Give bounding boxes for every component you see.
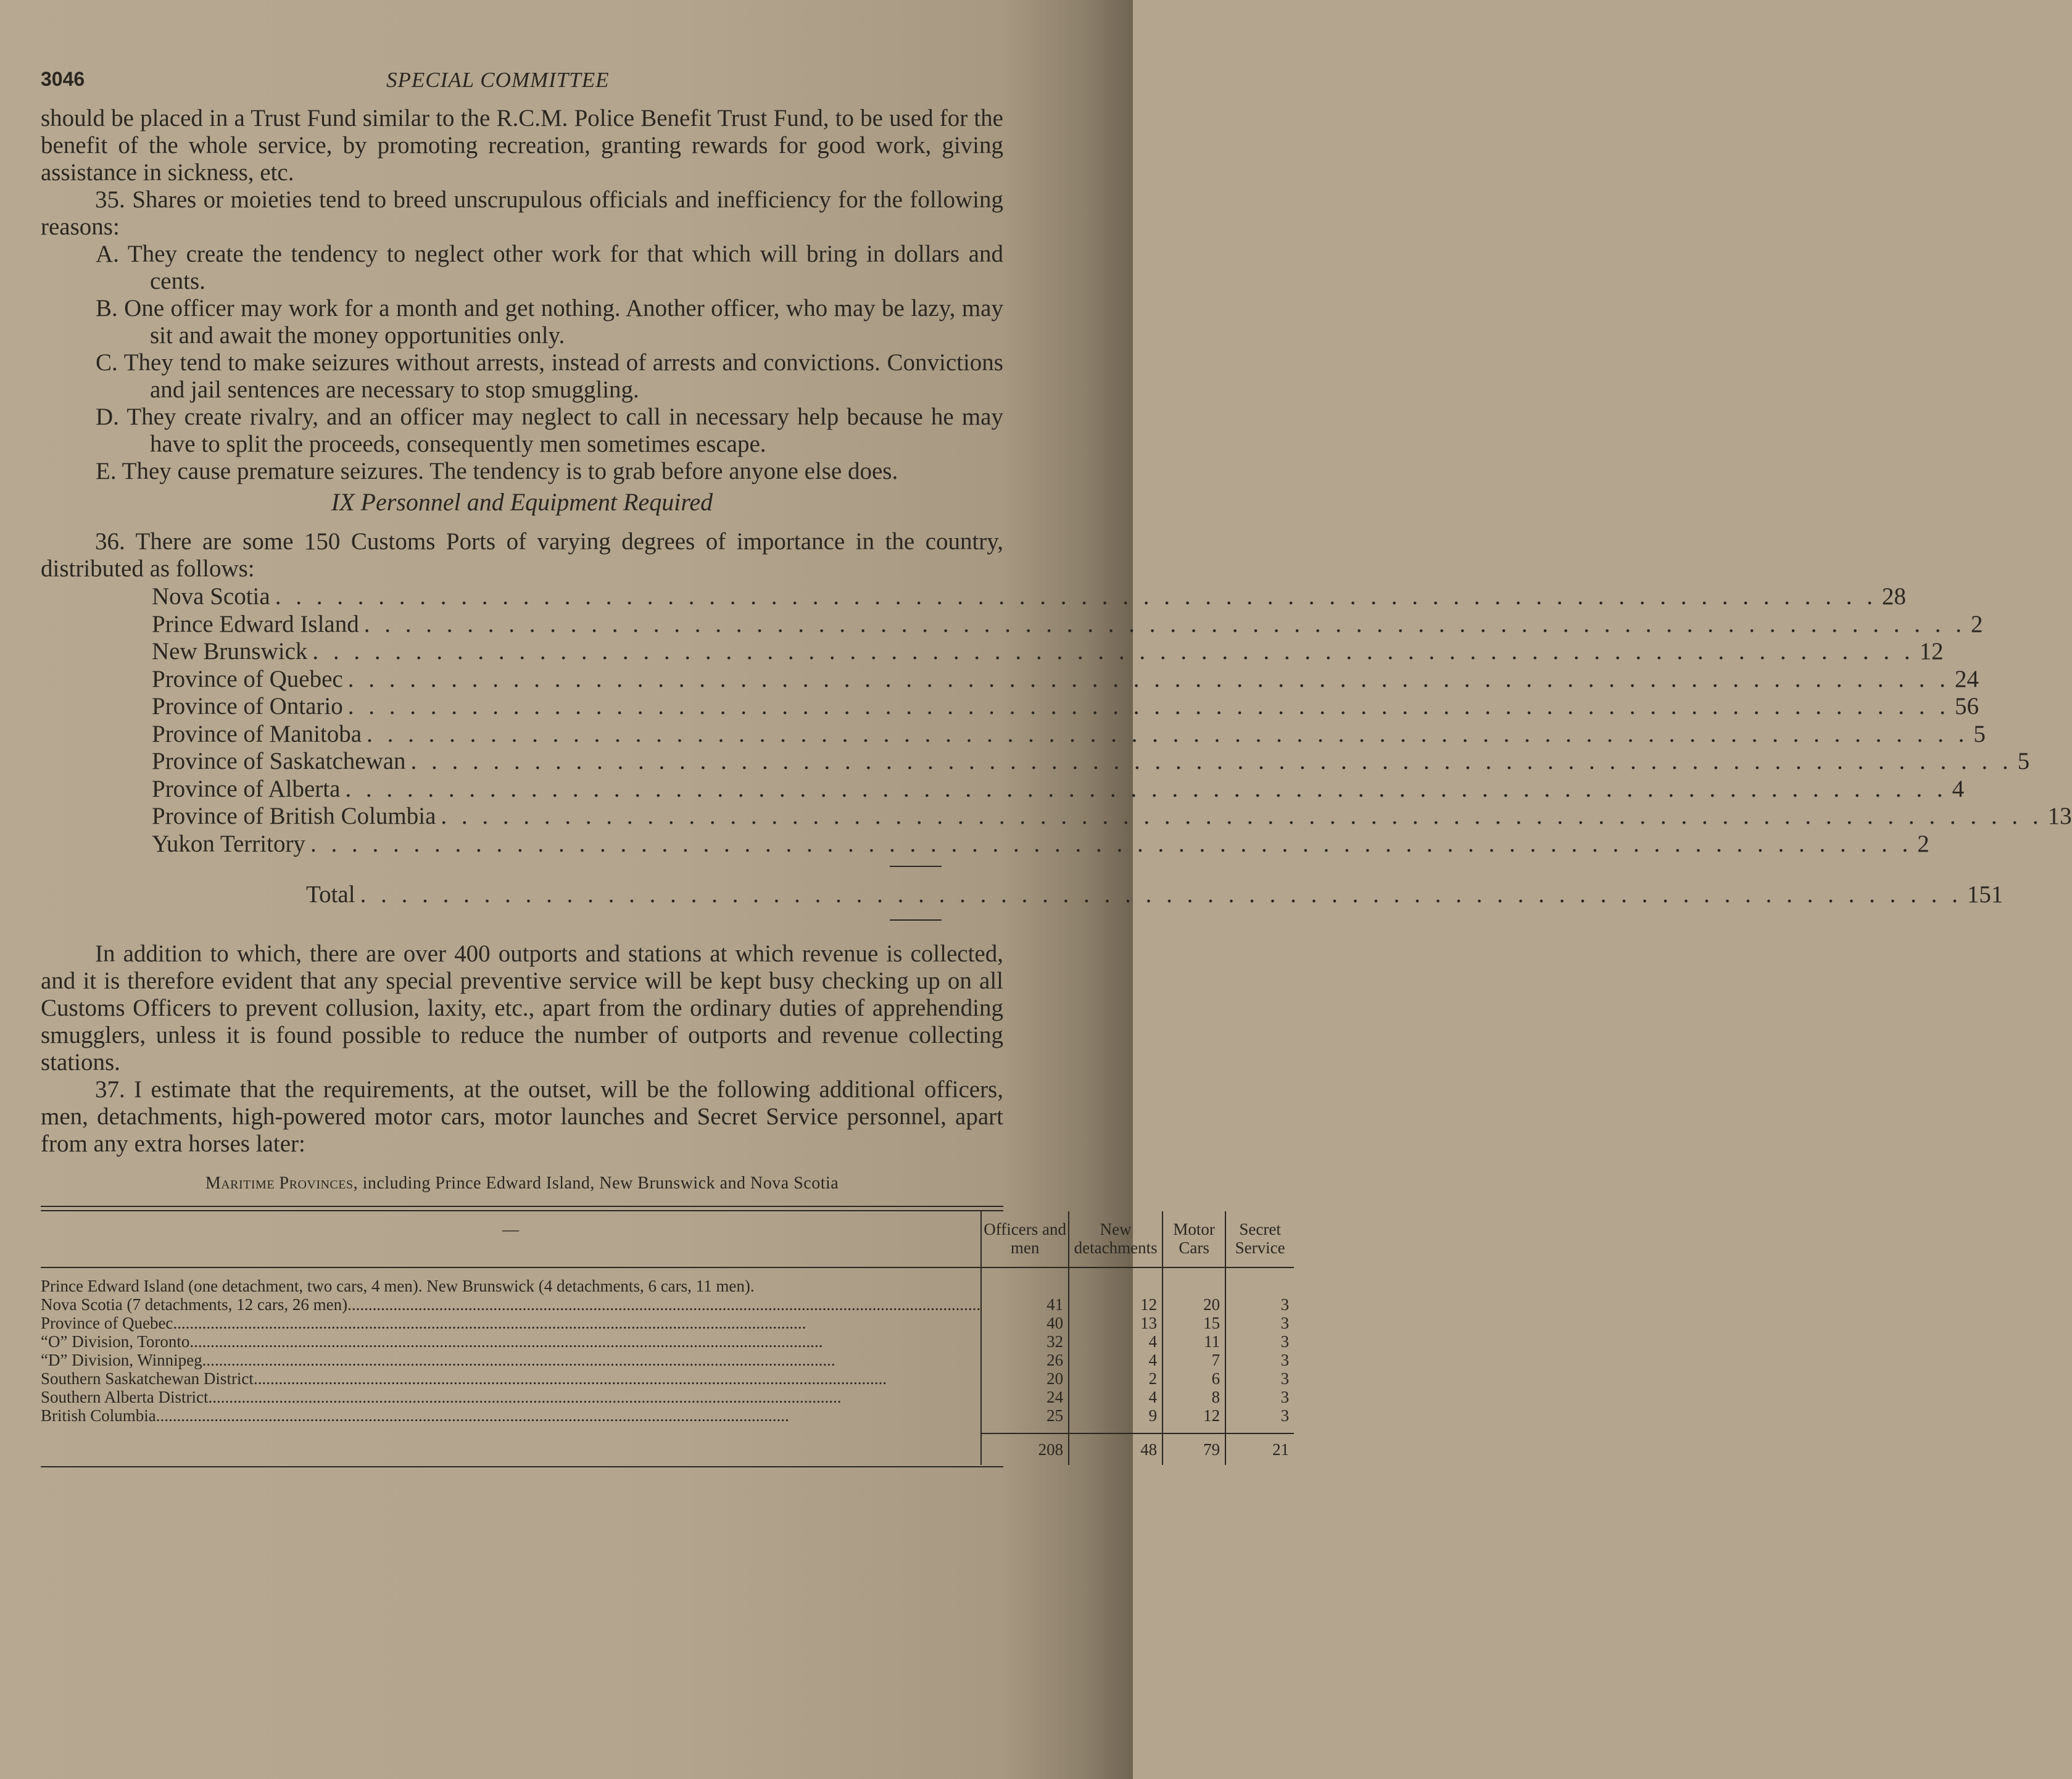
leader-dots: [275, 583, 1877, 610]
cell-secret: 3: [1225, 1295, 1294, 1314]
port-row: [152, 692, 1979, 720]
port-name: Yukon Territory: [152, 830, 305, 857]
row-label: “D” Division, Winnipeg: [41, 1350, 202, 1369]
running-title: SPECIAL COMMITTEE: [386, 68, 610, 92]
reason-d: D. They create rivalry, and an officer may neglect to call in necessary help because he may have to split the proceeds, consequently men sometimes escape.: [96, 404, 1003, 457]
row-label: Southern Alberta District: [41, 1387, 209, 1406]
cell-secret: 3: [1225, 1369, 1294, 1388]
cell-detachments: 13: [1069, 1314, 1162, 1332]
reason-c: C. They tend to make seizures without arrests, instead of arrests and convictions. Convictions and jail sentences are necessary to stop smuggling.: [96, 349, 1003, 403]
header-secret: Secret Service: [1225, 1211, 1294, 1267]
leader-dots: [348, 692, 1950, 720]
port-name: New Brunswick: [152, 638, 308, 665]
port-row: [152, 747, 2030, 775]
port-count: 5: [1973, 720, 1986, 747]
leader-dots: [310, 830, 1912, 858]
total-detachments: 48: [1069, 1433, 1162, 1465]
pei-note: Prince Edward Island (one detachment, two cars, 4 men). New Brunswick (4 detachments, 6 cars, 11 men).: [41, 1276, 755, 1295]
cell-secret: 3: [1225, 1406, 1294, 1433]
table-top-rule: [41, 1206, 1003, 1211]
row-label: Southern Saskatchewan District: [41, 1369, 254, 1388]
port-name: Province of Alberta: [152, 775, 341, 802]
table-row: [41, 1369, 1294, 1388]
table-row: [41, 1406, 1294, 1433]
cell-officers: 20: [981, 1369, 1069, 1388]
port-name: Province of British Columbia: [152, 803, 436, 829]
header-cars: Motor Cars: [1162, 1211, 1225, 1267]
cell-cars: 11: [1162, 1332, 1225, 1351]
row-label: British Columbia: [41, 1406, 156, 1425]
cell-cars: 6: [1162, 1369, 1225, 1388]
port-count: 56: [1955, 693, 1979, 719]
caption-heading: Maritime Provinces,: [205, 1173, 358, 1193]
leader-dots: [345, 775, 1947, 803]
cell-officers: 24: [981, 1388, 1069, 1406]
paragraph-37: 37. I estimate that the requirements, at the outset, will be the following additional officers, men, detachments, high-powered motor cars, motor launches and Secret Service personnel, apart from any extra horses later:: [41, 1076, 1003, 1157]
row-label: Nova Scotia (7 detachments, 12 cars, 26 men): [41, 1295, 348, 1314]
leader-dots: [411, 747, 2013, 775]
cell-secret: 3: [1225, 1388, 1294, 1406]
total-secret: 21: [1225, 1433, 1294, 1465]
cell-secret: 3: [1225, 1351, 1294, 1369]
port-row: [152, 775, 1965, 803]
port-row: [152, 637, 1944, 665]
cell-officers: 41: [981, 1295, 1069, 1314]
reason-a: A. They create the tendency to neglect other work for that which will bring in dollars and cents.: [96, 241, 1003, 294]
header-detachments: New detachments: [1069, 1211, 1162, 1267]
paragraph-36: 36. There are some 150 Customs Ports of varying degrees of importance in the country, distributed as follows:: [41, 528, 1003, 582]
cell-detachments: 4: [1069, 1351, 1162, 1369]
table-row: [41, 1267, 1294, 1295]
ports-list: [152, 583, 2072, 934]
port-name: Prince Edward Island: [152, 610, 359, 637]
port-count: 28: [1881, 583, 1906, 610]
table-row: [41, 1314, 1294, 1332]
table-row: [41, 1295, 1294, 1314]
cell-detachments: 12: [1069, 1295, 1162, 1314]
port-name: Province of Manitoba: [152, 720, 362, 747]
cell-detachments: 4: [1069, 1388, 1162, 1406]
port-row: [152, 665, 1979, 693]
leader-dots: [312, 637, 1914, 665]
port-count: 5: [2017, 748, 2030, 774]
cell-cars: 7: [1162, 1351, 1225, 1369]
cell-secret: 3: [1225, 1314, 1294, 1332]
paragraph-continued: should be placed in a Trust Fund similar to the R.C.M. Police Benefit Trust Fund, to be used for the benefit of the whole service, by promoting recreation, granting rewards for good work, giving assistance in sickness, etc.: [41, 105, 1003, 186]
port-row: [152, 610, 1983, 638]
cell-officers: 25: [981, 1406, 1069, 1433]
cell-officers: 32: [981, 1332, 1069, 1351]
header-officers: Officers and men: [981, 1211, 1069, 1267]
leader-dots: [360, 881, 1962, 908]
port-count: 12: [1919, 638, 1944, 665]
leader-dots: [348, 665, 1950, 693]
cell-officers: 40: [981, 1314, 1069, 1332]
table-caption: [41, 1174, 1003, 1193]
total-officers: 208: [981, 1433, 1069, 1465]
cell-detachments: 9: [1069, 1406, 1162, 1433]
header-dash: —: [41, 1211, 981, 1267]
paragraph-addition: In addition to which, there are over 400 outports and stations at which revenue is collected, and it is therefore evident that any special preventive service will be kept busy checking up on all Customs Officers to prevent collusion, laxity, etc., apart from the ordinary duties of apprehending smugglers, unless it is found possible to reduce the number of outports and revenue collecting stations.: [41, 940, 1003, 1076]
reason-e: E. They cause premature seizures. The tendency is to grab before anyone else does.: [96, 458, 898, 484]
port-name: Province of Ontario: [152, 693, 343, 719]
requirements-table: [41, 1211, 1294, 1465]
cell-cars: 8: [1162, 1388, 1225, 1406]
table-header-row: [41, 1211, 1294, 1267]
port-count: 24: [1954, 665, 1979, 692]
caption-text: including Prince Edward Island, New Brunswick and Nova Scotia: [358, 1173, 839, 1193]
table-row: [41, 1388, 1294, 1406]
total-label: Total: [306, 881, 355, 908]
leader-dots: [364, 610, 1966, 638]
port-count: 2: [1917, 830, 1929, 857]
table-bottom-rule: [41, 1466, 1003, 1467]
leader-dots: [441, 802, 2042, 830]
port-row: [152, 583, 1906, 610]
port-count: 4: [1952, 775, 1965, 802]
total-cars: 79: [1162, 1433, 1225, 1465]
cell-officers: 26: [981, 1351, 1069, 1369]
running-head: [41, 68, 1003, 105]
row-label: Province of Quebec: [41, 1313, 173, 1332]
page-content: [41, 68, 2072, 1467]
port-count: 2: [1970, 610, 1983, 637]
cell-cars: 20: [1162, 1295, 1225, 1314]
cell-cars: 12: [1162, 1406, 1225, 1433]
port-name: Province of Saskatchewan: [152, 748, 406, 774]
port-row: [152, 720, 1986, 748]
port-name: Province of Quebec: [152, 665, 343, 692]
cell-detachments: 2: [1069, 1369, 1162, 1388]
paragraph-35: 35. Shares or moieties tend to breed unscrupulous officials and inefficiency for the following reasons:: [41, 186, 1003, 240]
cell-secret: 3: [1225, 1332, 1294, 1351]
row-label: “O” Division, Toronto: [41, 1332, 190, 1351]
section-title: IX Personnel and Equipment Required: [331, 488, 713, 516]
port-count: 13: [2047, 803, 2072, 829]
sum-rule-bottom: [890, 919, 942, 934]
sum-rule: [890, 866, 942, 881]
table-row: [41, 1351, 1294, 1369]
total-value: 151: [1966, 881, 2004, 908]
leader-dots: [367, 720, 1968, 748]
page-number: 3046: [41, 68, 85, 90]
ports-total-row: [152, 881, 2004, 908]
table-row: [41, 1332, 1294, 1351]
reason-b: B. One officer may work for a month and get nothing. Another officer, who may be lazy, may sit and await the money opportunities only.: [96, 295, 1003, 349]
cell-detachments: 4: [1069, 1332, 1162, 1351]
cell-cars: 15: [1162, 1314, 1225, 1332]
port-row: [152, 802, 2072, 830]
table-total-row: [41, 1433, 1294, 1465]
port-name: Nova Scotia: [152, 583, 270, 610]
port-row: [152, 830, 1929, 858]
